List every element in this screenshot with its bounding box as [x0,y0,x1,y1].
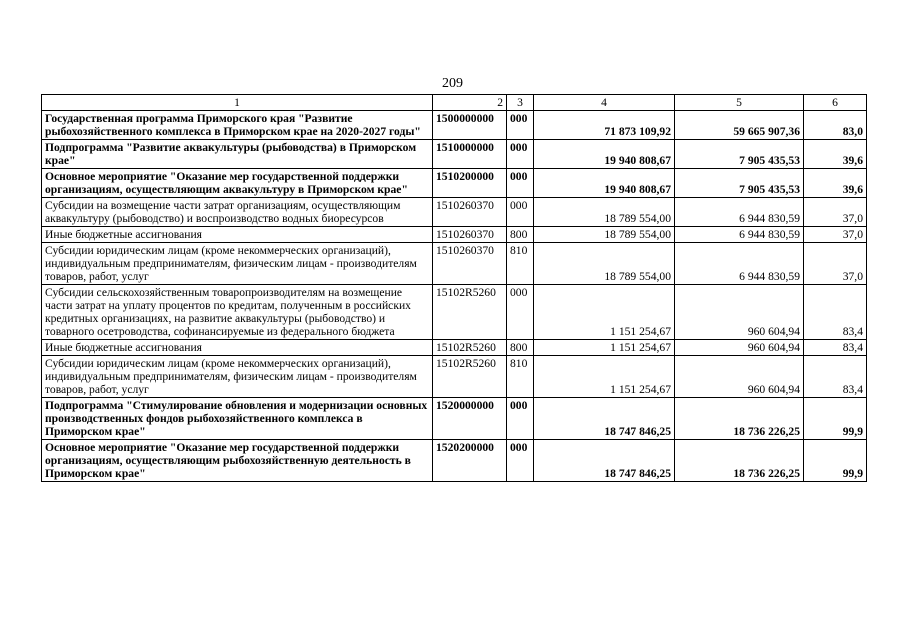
cell-subcode: 000 [507,440,534,482]
cell-fact: 18 736 226,25 [675,398,804,440]
column-header-name: 1 [42,95,433,111]
cell-percent: 83,4 [804,356,867,398]
cell-code: 1520200000 [433,440,507,482]
table-row [42,111,867,140]
cell-subcode: 000 [507,198,534,227]
cell-code: 15102R5260 [433,356,507,398]
cell-subcode: 810 [507,356,534,398]
cell-code: 1500000000 [433,111,507,140]
cell-percent: 83,0 [804,111,867,140]
cell-percent: 83,4 [804,285,867,340]
cell-plan: 19 940 808,67 [534,169,675,198]
cell-subcode: 000 [507,398,534,440]
table-row [42,198,867,227]
column-header-fact: 5 [675,95,804,111]
cell-code: 1520000000 [433,398,507,440]
cell-plan: 18 789 554,00 [534,198,675,227]
cell-plan: 1 151 254,67 [534,356,675,398]
cell-name: Субсидии юридическим лицам (кроме некоммерческих организаций), индивидуальным предпринимателям, физическим лицам - производителям товаров, работ, услуг [42,356,433,398]
cell-fact: 6 944 830,59 [675,198,804,227]
cell-name: Подпрограмма "Развитие аквакультуры (рыбоводства) в Приморском крае" [42,140,433,169]
column-header-percent: 6 [804,95,867,111]
cell-fact: 960 604,94 [675,356,804,398]
cell-name: Основное мероприятие "Оказание мер государственной поддержки организациям, осуществляющим рыбохозяйственную деятельность в Приморском крае" [42,440,433,482]
cell-fact: 6 944 830,59 [675,243,804,285]
cell-percent: 37,0 [804,198,867,227]
cell-plan: 18 747 846,25 [534,398,675,440]
cell-subcode: 810 [507,243,534,285]
table-body [42,111,867,482]
cell-code: 15102R5260 [433,285,507,340]
cell-plan: 71 873 109,92 [534,111,675,140]
cell-name: Субсидии юридическим лицам (кроме некоммерческих организаций), индивидуальным предпринимателям, физическим лицам - производителям товаров, работ, услуг [42,243,433,285]
cell-name: Основное мероприятие "Оказание мер государственной поддержки организациям, осуществляющим аквакультуру в Приморском крае" [42,169,433,198]
cell-name: Иные бюджетные ассигнования [42,227,433,243]
table-row [42,243,867,285]
table-row [42,227,867,243]
cell-subcode: 800 [507,227,534,243]
cell-name: Субсидии на возмещение части затрат организациям, осуществляющим аквакультуру (рыбоводство) и воспроизводство водных биоресурсов [42,198,433,227]
cell-fact: 7 905 435,53 [675,140,804,169]
column-header-subcode: 3 [507,95,534,111]
cell-code: 1510260370 [433,198,507,227]
cell-plan: 18 789 554,00 [534,227,675,243]
cell-subcode: 000 [507,169,534,198]
cell-fact: 6 944 830,59 [675,227,804,243]
table-row [42,285,867,340]
column-header-code: 2 [433,95,507,111]
cell-plan: 1 151 254,67 [534,340,675,356]
cell-percent: 99,9 [804,398,867,440]
column-header-plan: 4 [534,95,675,111]
cell-code: 1510260370 [433,227,507,243]
cell-subcode: 000 [507,140,534,169]
cell-percent: 39,6 [804,140,867,169]
cell-name: Подпрограмма "Стимулирование обновления и модернизации основных производственных фондов рыбохозяйственного комплекса в Приморском крае" [42,398,433,440]
cell-percent: 99,9 [804,440,867,482]
cell-percent: 39,6 [804,169,867,198]
cell-code: 1510260370 [433,243,507,285]
cell-fact: 18 736 226,25 [675,440,804,482]
cell-code: 1510200000 [433,169,507,198]
budget-table [41,94,867,482]
cell-subcode: 800 [507,340,534,356]
cell-fact: 59 665 907,36 [675,111,804,140]
cell-plan: 18 789 554,00 [534,243,675,285]
cell-percent: 37,0 [804,227,867,243]
cell-code: 15102R5260 [433,340,507,356]
cell-percent: 37,0 [804,243,867,285]
cell-subcode: 000 [507,285,534,340]
cell-fact: 7 905 435,53 [675,169,804,198]
cell-name: Государственная программа Приморского края "Развитие рыбохозяйственного комплекса в Приморском крае на 2020-2027 годы" [42,111,433,140]
table-row [42,398,867,440]
cell-plan: 18 747 846,25 [534,440,675,482]
cell-subcode: 000 [507,111,534,140]
cell-name: Субсидии сельскохозяйственным товаропроизводителям на возмещение части затрат на уплату процентов по кредитам, полученным в российских кредитных организациях, на развитие аквакультуры (рыбоводство) и товарного осетроводства, софинансируемые из федерального бюджета [42,285,433,340]
cell-code: 1510000000 [433,140,507,169]
table-row [42,340,867,356]
page-number: 209 [442,76,463,91]
column-number-row [42,95,867,111]
cell-percent: 83,4 [804,340,867,356]
table-row [42,140,867,169]
table-row [42,356,867,398]
cell-name: Иные бюджетные ассигнования [42,340,433,356]
cell-plan: 1 151 254,67 [534,285,675,340]
table-row [42,169,867,198]
table-row [42,440,867,482]
cell-fact: 960 604,94 [675,285,804,340]
cell-plan: 19 940 808,67 [534,140,675,169]
cell-fact: 960 604,94 [675,340,804,356]
